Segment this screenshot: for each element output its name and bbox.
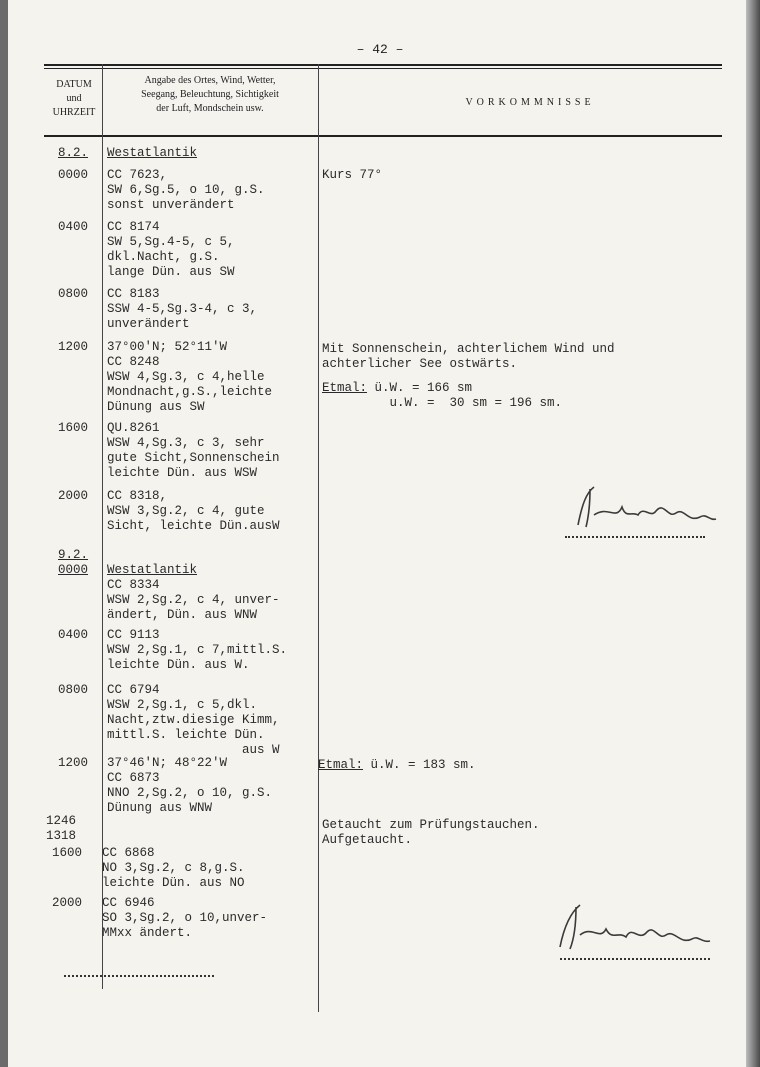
- area-day1: Westatlantik: [107, 146, 198, 160]
- remark-sonnenschein: Mit Sonnenschein, achterlichem Wind und achterlicher See ostwärts.: [322, 342, 615, 371]
- header-datum: DATUM und UHRZEIT: [52, 79, 96, 118]
- time-0800: 0800: [58, 287, 89, 301]
- time-1600-day2: 1600: [52, 846, 83, 860]
- time-2000: 2000: [58, 489, 89, 503]
- date-9-2: 9.2.: [58, 548, 89, 562]
- time-0000: 0000: [58, 168, 89, 182]
- entry-0800: CC 8183 SSW 4-5,Sg.3-4, c 3, unverändert: [107, 287, 258, 331]
- entry-1200: 37°00'N; 52°11'W CC 8248 WSW 4,Sg.3, c 4,helle Mondnacht,g.S.,leichte Dünung aus SW: [107, 340, 273, 414]
- time-1600: 1600: [58, 421, 89, 435]
- time-0800-day2: 0800: [58, 683, 89, 697]
- entry-2000: CC 8318, WSW 3,Sg.2, c 4, gute Sicht, leichte Dün.ausW: [107, 489, 280, 533]
- page-edge-shadow: [746, 0, 760, 1067]
- column-divider-2: [318, 64, 319, 1012]
- header-bottom-rule: [44, 135, 722, 137]
- time-2000-day2: 2000: [52, 896, 83, 910]
- entry-1600: QU.8261 WSW 4,Sg.3, c 3, sehr gute Sicht,Sonnenschein leichte Dün. aus WSW: [107, 421, 280, 480]
- entry-0400: CC 8174 SW 5,Sg.4-5, c 5, dkl.Nacht, g.S. lange Dün. aus SW: [107, 220, 235, 279]
- entry-0400-day2: CC 9113 WSW 2,Sg.1, c 7,mittl.S. leichte Dün. aus W.: [107, 628, 288, 672]
- header-top-rule: [44, 64, 722, 66]
- entry-0000: CC 7623, SW 6,Sg.5, o 10, g.S. sonst unverändert: [107, 168, 265, 212]
- time-1246: 1246: [46, 814, 77, 828]
- entry-0800-day2: CC 6794 WSW 2,Sg.1, c 5,dkl. Nacht,ztw.diesige Kimm, mittl.S. leichte Dün. aus W: [107, 683, 280, 757]
- header-top-rule-2: [44, 68, 722, 69]
- signature-1: [560, 475, 740, 550]
- entry-1200-day2: 37°46'N; 48°22'W CC 6873 NNO 2,Sg.2, o 10, g.S. Dünung aus WNW: [107, 756, 273, 815]
- remark-kurs: Kurs 77°: [322, 168, 383, 182]
- signature-line-2: [560, 958, 710, 960]
- entry-1600-day2: CC 6868 NO 3,Sg.2, c 8,g.S. leichte Dün. aus NO: [102, 846, 245, 890]
- remark-etmal-2: u.W. = 30 sm = 196 sm.: [322, 396, 563, 410]
- time-0400: 0400: [58, 220, 89, 234]
- header-vorkommnisse: VORKOMMNISSE: [465, 97, 595, 108]
- signature-2: [540, 895, 730, 965]
- entry-2000-day2: CC 6946 SO 3,Sg.2, o 10,unver- MMxx ändert.: [102, 896, 268, 940]
- remark-etmal-1: Etmal: ü.W. = 166 sm: [322, 381, 473, 395]
- time-0400-day2: 0400: [58, 628, 89, 642]
- remark-getaucht: Getaucht zum Prüfungstauchen.: [322, 818, 540, 832]
- page-number: – 42 –: [356, 42, 404, 57]
- entry-0000-day2: Westatlantik CC 8334 WSW 2,Sg.2, c 4, unver- ändert, Dün. aus WNW: [107, 563, 280, 622]
- closing-dotted-line: [64, 975, 214, 977]
- time-1318: 1318: [46, 829, 77, 843]
- signature-line-1: [565, 536, 705, 538]
- time-0000-day2: 0000: [58, 563, 89, 577]
- remark-aufgetaucht: Aufgetaucht.: [322, 833, 413, 847]
- remark-etmal-day2: Etmal: ü.W. = 183 sm.: [318, 758, 476, 772]
- header-angabe: Angabe des Ortes, Wind, Wetter, Seegang, Beleuchtung, Sichtigkeit der Luft, Mondschein usw.: [141, 75, 279, 114]
- time-1200: 1200: [58, 340, 89, 354]
- time-1200-day2: 1200: [58, 756, 89, 770]
- date-8-2: 8.2.: [58, 146, 89, 160]
